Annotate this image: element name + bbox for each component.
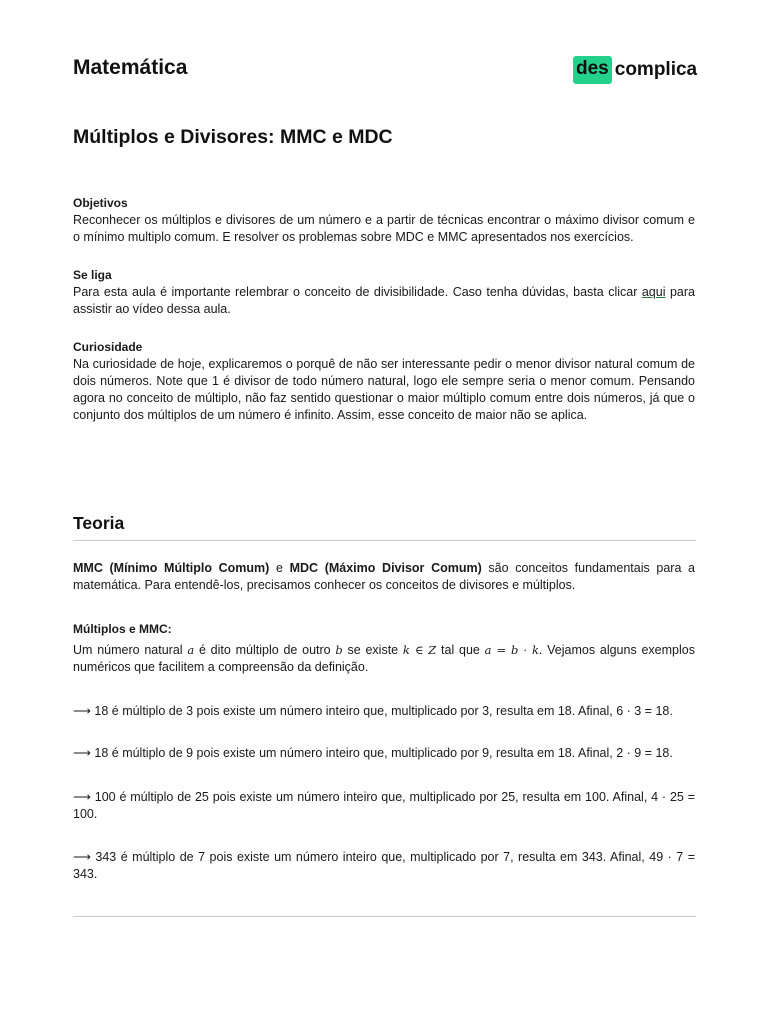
multiplos-heading: Múltiplos e MMC: <box>73 622 172 636</box>
example-4 <box>73 849 695 883</box>
var-b: b <box>335 643 343 657</box>
mmc-term: MMC (Mínimo Múltiplo Comum) <box>73 561 270 575</box>
seliga-text <box>73 284 695 318</box>
seliga-text-after: para assistir ao vídeo dessa aula. <box>73 285 695 316</box>
example-2 <box>73 745 695 762</box>
example-1 <box>73 703 695 720</box>
objetivos-text: Reconhecer os múltiplos e divisores de um número e a partir de técnicas encontrar o máximo divisor comum e o mínimo multiplo comum. E resolver os problemas sobre MDC e MMC apresentados nos exercícios. <box>73 213 695 244</box>
teoria-intro <box>73 560 695 594</box>
logo-box: des <box>573 56 612 84</box>
var-a: a <box>187 643 195 657</box>
multiplos-section <box>73 621 695 638</box>
intro-rest: são conceitos fundamentais para a matemática. Para entendê-los, precisamos conhecer os conceitos de divisores e múltiplos. <box>73 561 695 592</box>
def-part-1: Um número natural <box>73 643 188 657</box>
teoria-intro-text <box>73 560 695 594</box>
def-part-2: é dito múltiplo de outro <box>194 643 336 657</box>
page-title: Múltiplos e Divisores: MMC e MDC <box>73 126 393 148</box>
mdc-term: MDC (Máximo Divisor Comum) <box>289 561 482 575</box>
example-text: ⟶ 18 é múltiplo de 3 pois existe um número inteiro que, multiplicado por 3, resulta em 18. Afinal, 6 · 3 = 18. <box>73 704 673 718</box>
def-equation: a = b · k <box>484 643 539 657</box>
seliga-heading: Se liga <box>73 268 112 282</box>
def-part-3: se existe <box>342 643 403 657</box>
example-text: ⟶ 343 é múltiplo de 7 pois existe um número inteiro que, multiplicado por 7, resulta em 343. Afinal, 49 · 7 = 343. <box>73 850 695 881</box>
example-text: ⟶ 100 é múltiplo de 25 pois existe um número inteiro que, multiplicado por 25, resulta em 100. Afinal, 4 · 25 = 100. <box>73 790 695 821</box>
logo-text: complica <box>614 59 698 80</box>
intro-connector: e <box>269 561 290 575</box>
subject-title: Matemática <box>73 56 188 79</box>
section-divider <box>73 540 696 541</box>
curiosidade-text: Na curiosidade de hoje, explicaremos o porquê de não ser interessante pedir o menor divisor natural comum de dois números. Note que 1 é divisor de todo número natural, logo ele sempre seria o menor comum. Pensando agora no conceito de múltiplo, não faz sentido questionar o maior múltiplo comum entre dois números, já que o conjunto dos múltiplos de um número é infinito. Assim, esse conceito de maior não se aplica. <box>73 357 695 422</box>
curiosidade-heading: Curiosidade <box>73 340 143 354</box>
example-3 <box>73 789 695 823</box>
teoria-heading: Teoria <box>73 513 125 533</box>
bottom-divider <box>73 916 696 917</box>
def-part-5: . Vejamos alguns exemplos numéricos que facilitem a compreensão da definição. <box>73 643 695 674</box>
def-part-4: tal que <box>436 643 485 657</box>
definition <box>73 642 695 676</box>
example-text: ⟶ 18 é múltiplo de 9 pois existe um número inteiro que, multiplicado por 9, resulta em 18. Afinal, 2 · 9 = 18. <box>73 746 673 760</box>
aqui-link[interactable]: aqui <box>641 285 666 299</box>
definition-text <box>73 642 695 676</box>
seliga-section <box>73 267 695 318</box>
descomplica-logo <box>573 53 697 87</box>
objetivos-heading: Objetivos <box>73 196 128 210</box>
seliga-text-before: Para esta aula é importante relembrar o conceito de divisibilidade. Caso tenha dúvidas, basta clicar <box>73 285 642 299</box>
objetivos-section <box>73 195 695 246</box>
var-k: k ∈ Z <box>402 643 437 657</box>
curiosidade-section <box>73 339 695 424</box>
